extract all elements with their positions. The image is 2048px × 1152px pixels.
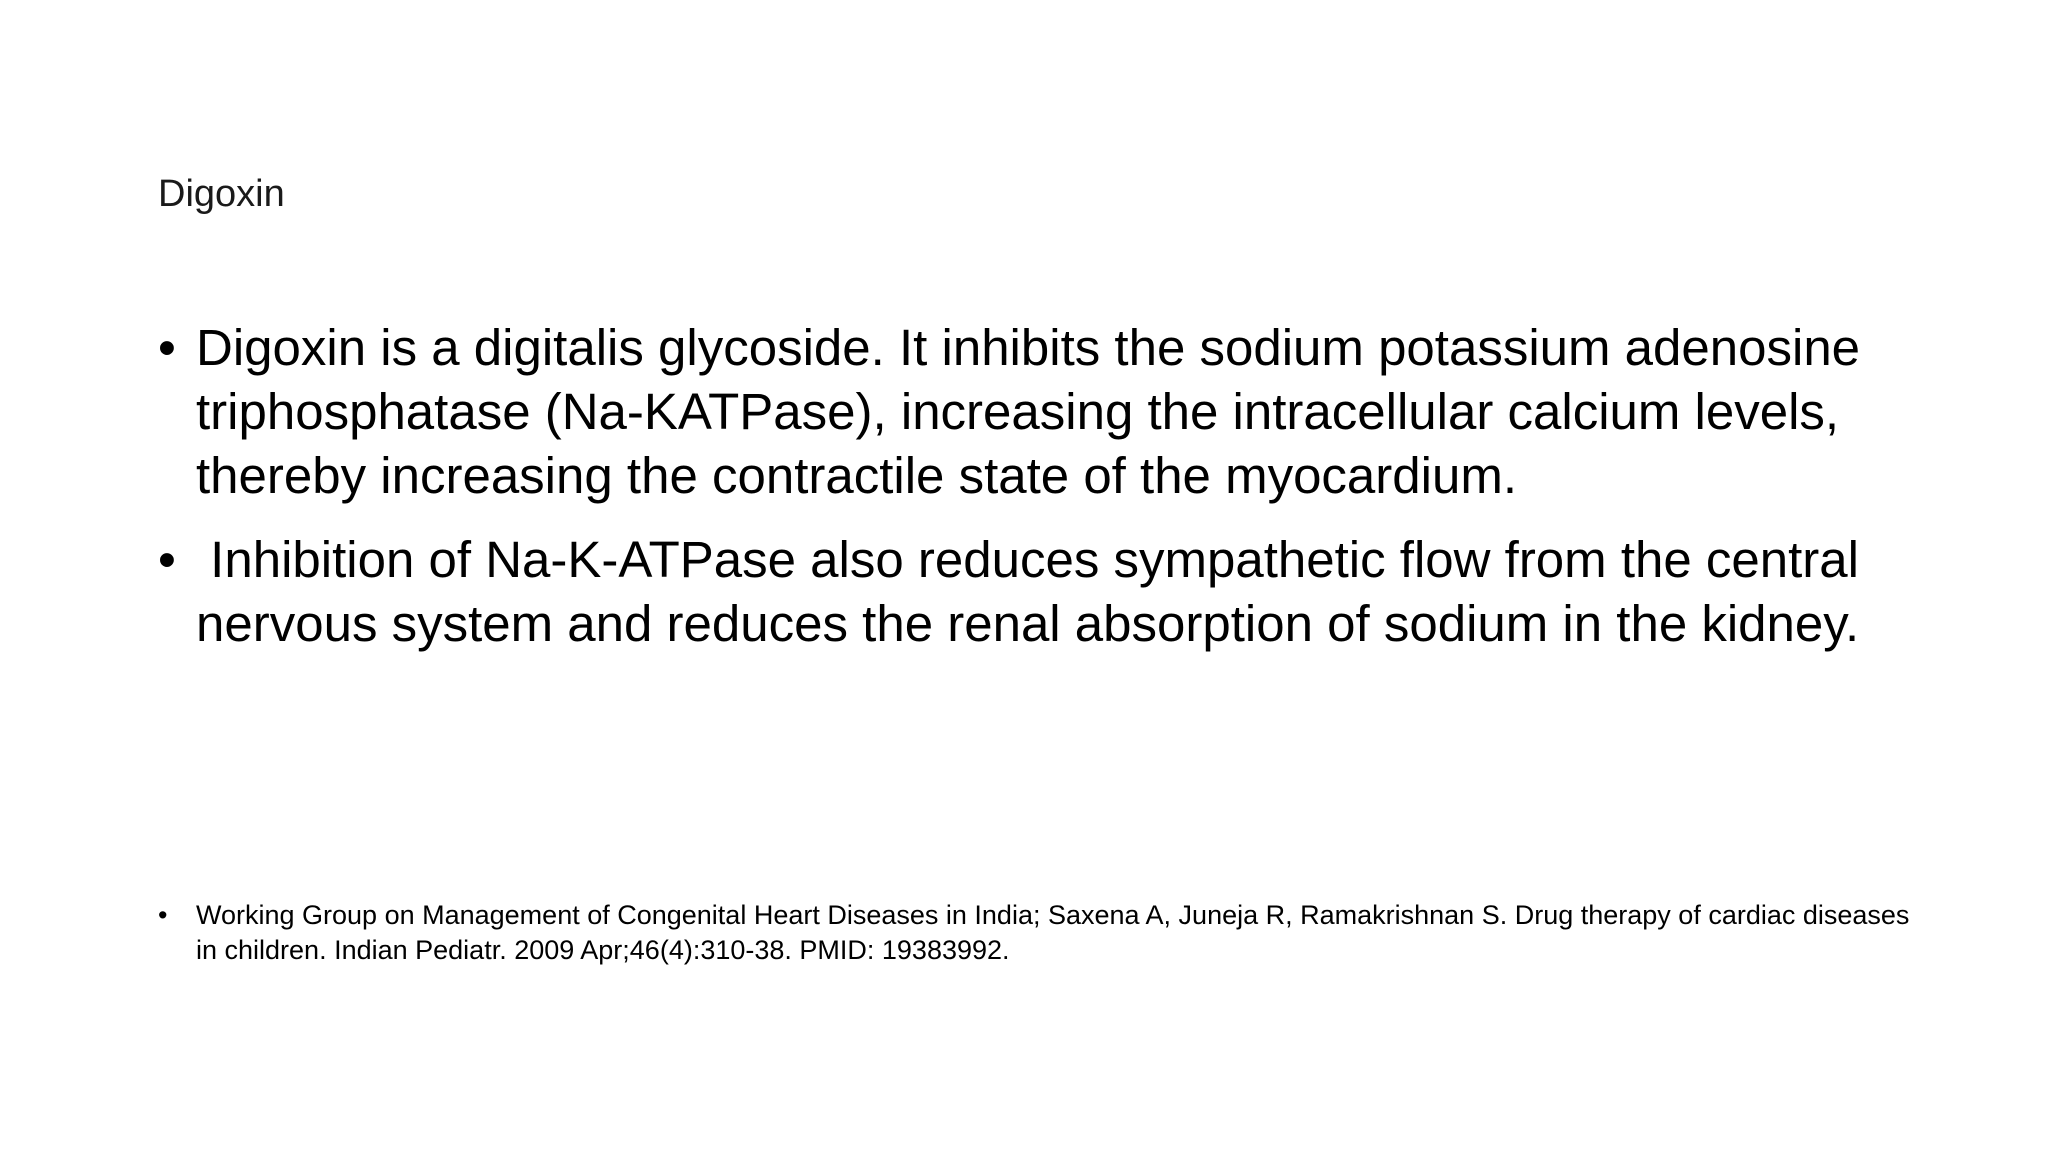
bullet-item [158, 528, 1918, 656]
bullet-text: Inhibition of Na-K-ATPase also reduces sympathetic flow from the central nervous system and reduces the renal absorption of sodium in the kidney. [196, 531, 1874, 652]
bullet-item [158, 316, 1918, 508]
reference-item [158, 898, 1918, 968]
bullet-marker: • [158, 319, 176, 376]
bullet-marker: • [158, 531, 176, 588]
bullet-list [158, 316, 1918, 676]
bullet-marker: • [158, 900, 168, 930]
reference-list [158, 898, 1918, 968]
slide-title: Digoxin [158, 173, 285, 215]
bullet-text: Digoxin is a digitalis glycoside. It inhibits the sodium potassium adenosine triphosphatase (Na-KATPase), increasing the intracellular calcium levels, thereby increasing the contractile state of the myocardium. [196, 319, 1861, 504]
reference-text: Working Group on Management of Congenital Heart Diseases in India; Saxena A, Juneja R, Ramakrishnan S. Drug therapy of cardiac diseases in children. Indian Pediatr. 2009 Apr;46(4):310-38. PMID: 19383992. [196, 900, 1910, 965]
